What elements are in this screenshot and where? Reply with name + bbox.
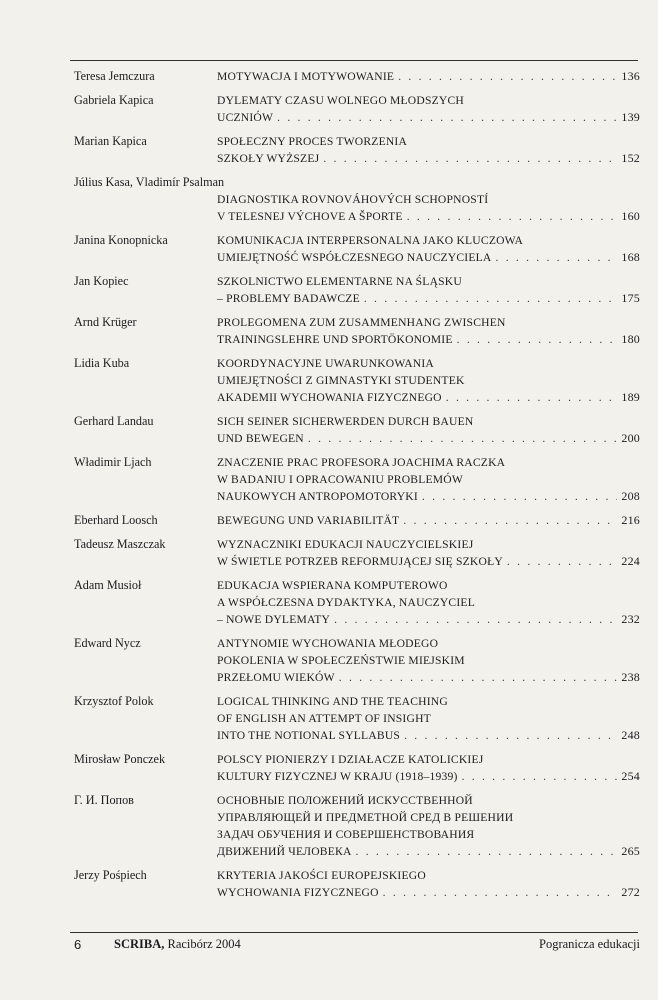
entry-title-line: MOTYWACJA I MOTYWOWANIE (217, 70, 395, 83)
entry-title (217, 314, 640, 348)
entry-author: Adam Musioł (74, 578, 142, 592)
entry-title (217, 693, 640, 744)
table-of-contents (74, 68, 640, 908)
dot-leader (334, 611, 617, 628)
footer-page-number: 6 (74, 937, 82, 952)
entry-author: Jan Kopiec (74, 274, 129, 288)
dot-leader (403, 512, 617, 529)
toc-entry (74, 273, 640, 307)
entry-title (217, 867, 640, 901)
entry-author: Eberhard Loosch (74, 513, 158, 527)
entry-title-last-line (217, 727, 640, 744)
dot-leader (507, 553, 617, 570)
toc-entry (74, 355, 640, 406)
dot-leader (277, 109, 617, 126)
toc-entry (74, 413, 640, 447)
entry-author: Tadeusz Maszczak (74, 537, 166, 551)
entry-author: Teresa Jemczura (74, 69, 155, 83)
entry-page-number: 175 (621, 291, 640, 305)
entry-title-line: KOMUNIKACJA INTERPERSONALNA JAKO KLUCZOWA (217, 234, 524, 247)
dot-leader (356, 843, 618, 860)
entry-author: Arnd Krüger (74, 315, 137, 329)
entry-author: Mirosław Ponczek (74, 752, 166, 766)
entry-page-number: 265 (621, 844, 640, 858)
page-footer (74, 937, 640, 955)
entry-title-line: УПРАВЛЯЮЩЕЙ И ПРЕДМЕТНОЙ СРЕД В РЕШЕНИИ (217, 811, 514, 824)
entry-title-line: – PROBLEMY BADAWCZE (217, 292, 360, 305)
entry-title-last-line (217, 843, 640, 860)
entry-title (217, 133, 640, 167)
entry-page-number: 136 (621, 69, 640, 83)
entry-author: Gerhard Landau (74, 414, 154, 428)
entry-title-line: NAUKOWYCH ANTROPOMOTORYKI (217, 490, 418, 503)
entry-title-line: UMIEJĘTNOŚĆ WSPÓŁCZESNEGO NAUCZYCIELA (217, 251, 492, 264)
entry-title-line: ANTYNOMIE WYCHOWANIA MŁODEGO (217, 637, 439, 650)
dot-leader (323, 150, 617, 167)
entry-title-line: A WSPÓŁCZESNA DYDAKTYKA, NAUCZYCIEL (217, 596, 475, 609)
entry-title (217, 454, 640, 505)
entry-page-number: 238 (621, 670, 640, 684)
entry-title-line: AKADEMII WYCHOWANIA FIZYCZNEGO (217, 391, 442, 404)
entry-title-line: ДВИЖЕНИЙ ЧЕЛОВЕКА (217, 845, 352, 858)
entry-title-last-line (217, 512, 640, 529)
entry-title-last-line (217, 768, 640, 785)
entry-title-line: ZNACZENIE PRAC PROFESORA JOACHIMA RACZKA (217, 456, 506, 469)
entry-page-number: 216 (621, 513, 640, 527)
toc-entry (74, 792, 640, 860)
entry-page-number: 224 (621, 554, 640, 568)
entry-title-line: ОСНОВНЫЕ ПОЛОЖЕНИЙ ИСКУССТВЕННОЙ (217, 794, 473, 807)
entry-page-number: 189 (621, 390, 640, 404)
entry-title-last-line (217, 249, 640, 266)
toc-entry (74, 133, 640, 167)
footer-publisher (114, 937, 241, 952)
entry-title-line: W ŚWIETLE POTRZEB REFORMUJĄCEJ SIĘ SZKOŁY (217, 555, 503, 568)
dot-leader (407, 208, 618, 225)
entry-page-number: 272 (621, 885, 640, 899)
toc-entry (74, 693, 640, 744)
entry-title-line: SZKOŁY WYŻSZEJ (217, 152, 320, 165)
toc-entry (74, 635, 640, 686)
entry-title-line: – NOWE DYLEMATY (217, 613, 331, 626)
entry-title (217, 232, 640, 266)
entry-title-line: UMIEJĘTNOŚCI Z GIMNASTYKI STUDENTEK (217, 374, 465, 387)
toc-entry (74, 536, 640, 570)
entry-author: Marian Kapica (74, 134, 147, 148)
entry-author: Janina Konopnicka (74, 233, 168, 247)
entry-page-number: 208 (621, 489, 640, 503)
entry-title (217, 577, 640, 628)
entry-title (217, 792, 640, 860)
entry-title-line: SICH SEINER SICHERWERDEN DURCH BAUEN (217, 415, 474, 428)
entry-title (217, 512, 640, 529)
top-rule (70, 60, 638, 61)
toc-entry (74, 68, 640, 85)
entry-author: Jerzy Pośpiech (74, 868, 147, 882)
dot-leader (446, 389, 618, 406)
entry-title (217, 413, 640, 447)
entry-title-line: W BADANIU I OPRACOWANIU PROBLEMÓW (217, 473, 463, 486)
entry-title-line: SZKOLNICTWO ELEMENTARNE NA ŚLĄSKU (217, 275, 462, 288)
dot-leader (383, 884, 618, 901)
entry-title-line: POKOLENIA W SPOŁECZEŃSTWIE MIEJSKIM (217, 654, 465, 667)
entry-title-last-line (217, 109, 640, 126)
toc-entry (74, 867, 640, 901)
footer-book-title: Pogranicza edukacji (539, 937, 640, 951)
dot-leader (308, 430, 618, 447)
dot-leader (422, 488, 617, 505)
entry-title-line: DIAGNOSTIKA ROVNOVÁHOVÝCH SCHOPNOSTÍ (217, 193, 489, 206)
dot-leader (404, 727, 617, 744)
entry-title (217, 355, 640, 406)
entry-author: Władimir Ljach (74, 455, 152, 469)
dot-leader (457, 331, 618, 348)
entry-author: Edward Nycz (74, 636, 141, 650)
entry-page-number: 160 (621, 209, 640, 223)
entry-title-last-line (217, 331, 640, 348)
entry-title (217, 273, 640, 307)
entry-title (217, 92, 640, 126)
entry-title (217, 751, 640, 785)
entry-title-last-line (217, 290, 640, 307)
entry-title-last-line (217, 430, 640, 447)
entry-title-line: KULTURY FIZYCZNEJ W KRAJU (1918–1939) (217, 770, 458, 783)
entry-title (217, 536, 640, 570)
dot-leader (364, 290, 618, 307)
entry-page-number: 254 (621, 769, 640, 783)
entry-title-line: PRZEŁOMU WIEKÓW (217, 671, 335, 684)
entry-author: Krzysztof Polok (74, 694, 154, 708)
entry-title-last-line (217, 488, 640, 505)
toc-entry (74, 314, 640, 348)
toc-entry (74, 174, 640, 225)
entry-title-line: PROLEGOMENA ZUM ZUSAMMENHANG ZWISCHEN (217, 316, 506, 329)
entry-title-line: KRYTERIA JAKOŚCI EUROPEJSKIEGO (217, 869, 426, 882)
entry-page-number: 168 (621, 250, 640, 264)
footer-publisher-name: SCRIBA, (114, 937, 165, 951)
dot-leader (462, 768, 618, 785)
entry-title-line: POLSCY PIONIERZY I DZIAŁACZE KATOLICKIEJ (217, 753, 484, 766)
entry-title-line: OF ENGLISH AN ATTEMPT OF INSIGHT (217, 712, 431, 725)
dot-leader (339, 669, 618, 686)
footer-place-year: Racibórz 2004 (164, 937, 241, 951)
bottom-rule (70, 932, 638, 933)
entry-title-line: KOORDYNACYJNE UWARUNKOWANIA (217, 357, 434, 370)
entry-page-number: 152 (621, 151, 640, 165)
entry-title-line: V TELESNEJ VÝCHOVE A ŠPORTE (217, 210, 403, 223)
entry-title-line: TRAININGSLEHRE UND SPORTÖKONOMIE (217, 333, 453, 346)
toc-entry (74, 92, 640, 126)
toc-entry (74, 512, 640, 529)
entry-title (217, 68, 640, 85)
entry-title-line: INTO THE NOTIONAL SYLLABUS (217, 729, 401, 742)
toc-entry (74, 577, 640, 628)
entry-title-last-line (217, 611, 640, 628)
entry-title-line: WYCHOWANIA FIZYCZNEGO (217, 886, 379, 899)
entry-title-last-line (217, 553, 640, 570)
entry-author: Г. И. Попов (74, 793, 134, 807)
entry-title-line: BEWEGUNG UND VARIABILITÄT (217, 514, 400, 527)
entry-page-number: 139 (621, 110, 640, 124)
entry-title-line: LOGICAL THINKING AND THE TEACHING (217, 695, 448, 708)
entry-title (217, 635, 640, 686)
dot-leader (398, 68, 617, 85)
entry-title-last-line (217, 884, 640, 901)
entry-page-number: 248 (621, 728, 640, 742)
entry-page-number: 200 (621, 431, 640, 445)
entry-title-line: EDUKACJA WSPIERANA KOMPUTEROWO (217, 579, 448, 592)
entry-author: Lidia Kuba (74, 356, 130, 370)
entry-title-line: UND BEWEGEN (217, 432, 304, 445)
entry-page-number: 180 (621, 332, 640, 346)
dot-leader (496, 249, 618, 266)
entry-author: Gabriela Kapica (74, 93, 154, 107)
entry-title-last-line (217, 68, 640, 85)
entry-title-line: DYLEMATY CZASU WOLNEGO MŁODSZYCH (217, 94, 464, 107)
entry-title-line: UCZNIÓW (217, 111, 274, 124)
entry-title-last-line (217, 669, 640, 686)
entry-title-line: SPOŁECZNY PROCES TWORZENIA (217, 135, 408, 148)
entry-title-line: WYZNACZNIKI EDUKACJI NAUCZYCIELSKIEJ (217, 538, 474, 551)
toc-entry (74, 751, 640, 785)
entry-title-line: ЗАДАЧ ОБУЧЕНИЯ И СОВЕРШЕНСТВОВАНИЯ (217, 828, 475, 841)
entry-author: Július Kasa, Vladimír Psalman (74, 175, 225, 189)
entry-title-last-line (217, 150, 640, 167)
toc-entry (74, 232, 640, 266)
entry-page-number: 232 (621, 612, 640, 626)
entry-title (217, 191, 640, 225)
entry-title-last-line (217, 208, 640, 225)
toc-entry (74, 454, 640, 505)
entry-title-last-line (217, 389, 640, 406)
